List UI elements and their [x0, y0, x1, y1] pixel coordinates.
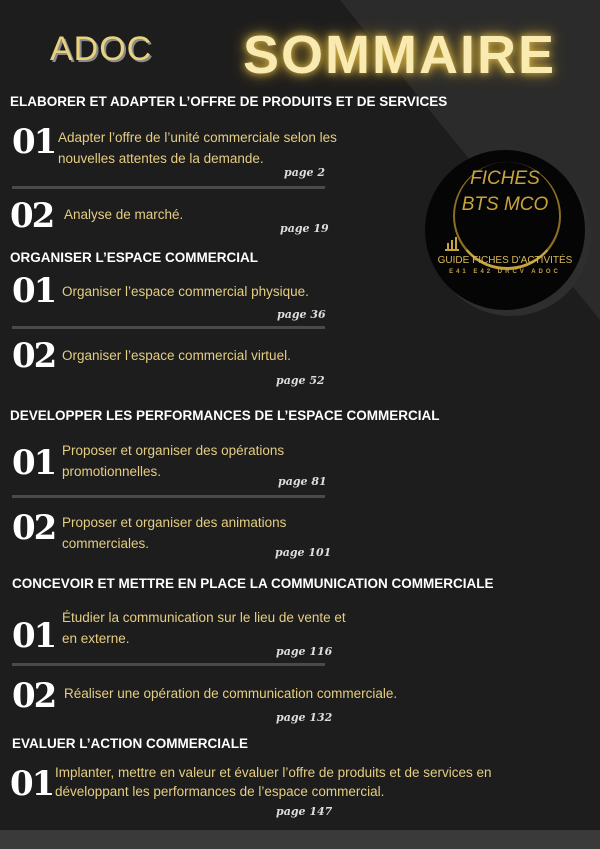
section-title: CONCEVOIR ET METTRE EN PLACE LA COMMUNICATION COMMERCIALE: [12, 576, 494, 591]
toc-item-link[interactable]: Proposer et organiser des opérations promotionnelles.: [62, 443, 285, 479]
divider: [12, 663, 325, 666]
toc-item-link[interactable]: Étudier la communication sur le lieu de vente et en externe.: [62, 610, 346, 646]
page-number: page 2: [284, 166, 325, 179]
divider: [12, 326, 325, 329]
item-number: 02: [12, 676, 56, 716]
page-title: SOMMAIRE: [243, 25, 556, 85]
page-number: page 147: [276, 805, 333, 818]
badge-line4: E41 E42 DRCV ADOC: [449, 269, 561, 275]
page-number: page 116: [276, 645, 333, 658]
toc-item-link[interactable]: Réaliser une opération de communication commerciale.: [64, 686, 398, 701]
badge-line3: GUIDE FICHES D'ACTIVITÉS: [437, 255, 573, 266]
page-number: page 52: [276, 374, 325, 387]
toc-item-link[interactable]: Analyse de marché.: [64, 207, 184, 222]
toc-item-link[interactable]: Organiser l’espace commercial virtuel.: [62, 348, 291, 363]
footer-strip: [0, 830, 600, 849]
page-number: page 36: [277, 308, 326, 321]
item-number: 02: [12, 508, 56, 548]
chart-growth-icon: [445, 235, 459, 251]
section-title: ELABORER ET ADAPTER L’OFFRE DE PRODUITS ET DE SERVICES: [10, 94, 448, 109]
page-number: page 101: [275, 546, 332, 559]
toc-item-link[interactable]: Adapter l’offre de l’unité commerciale selon les nouvelles attentes de la demande.: [58, 130, 337, 166]
item-number: 01: [12, 443, 56, 483]
toc-item-link[interactable]: Proposer et organiser des animations commerciales.: [62, 515, 287, 551]
divider: [12, 495, 325, 498]
fiches-bts-mco-badge: [425, 150, 585, 310]
section-title: EVALUER L’ACTION COMMERCIALE: [12, 736, 248, 751]
item-number: 01: [12, 616, 56, 656]
toc-item-link[interactable]: Organiser l’espace commercial physique.: [62, 284, 309, 299]
item-number: 02: [10, 196, 54, 236]
section-title: ORGANISER L’ESPACE COMMERCIAL: [10, 250, 259, 265]
brand-logo: ADOC: [50, 30, 153, 68]
badge-line2: BTS MCO: [461, 194, 549, 215]
item-number: 01: [12, 271, 56, 311]
toc-item-link[interactable]: Implanter, mettre en valeur et évaluer l’offre de produits et de services en développant les performances de l’espace commercial.: [55, 765, 492, 799]
page-number: page 19: [280, 222, 329, 235]
page-number: page 81: [278, 475, 327, 488]
divider: [12, 186, 325, 189]
page-number: page 132: [276, 711, 333, 724]
badge-line1: FICHES: [470, 168, 540, 189]
section-title: DEVELOPPER LES PERFORMANCES DE L’ESPACE COMMERCIAL: [10, 408, 440, 423]
item-number: 02: [12, 336, 56, 376]
item-number: 01: [10, 764, 54, 804]
item-number: 01: [12, 122, 56, 162]
